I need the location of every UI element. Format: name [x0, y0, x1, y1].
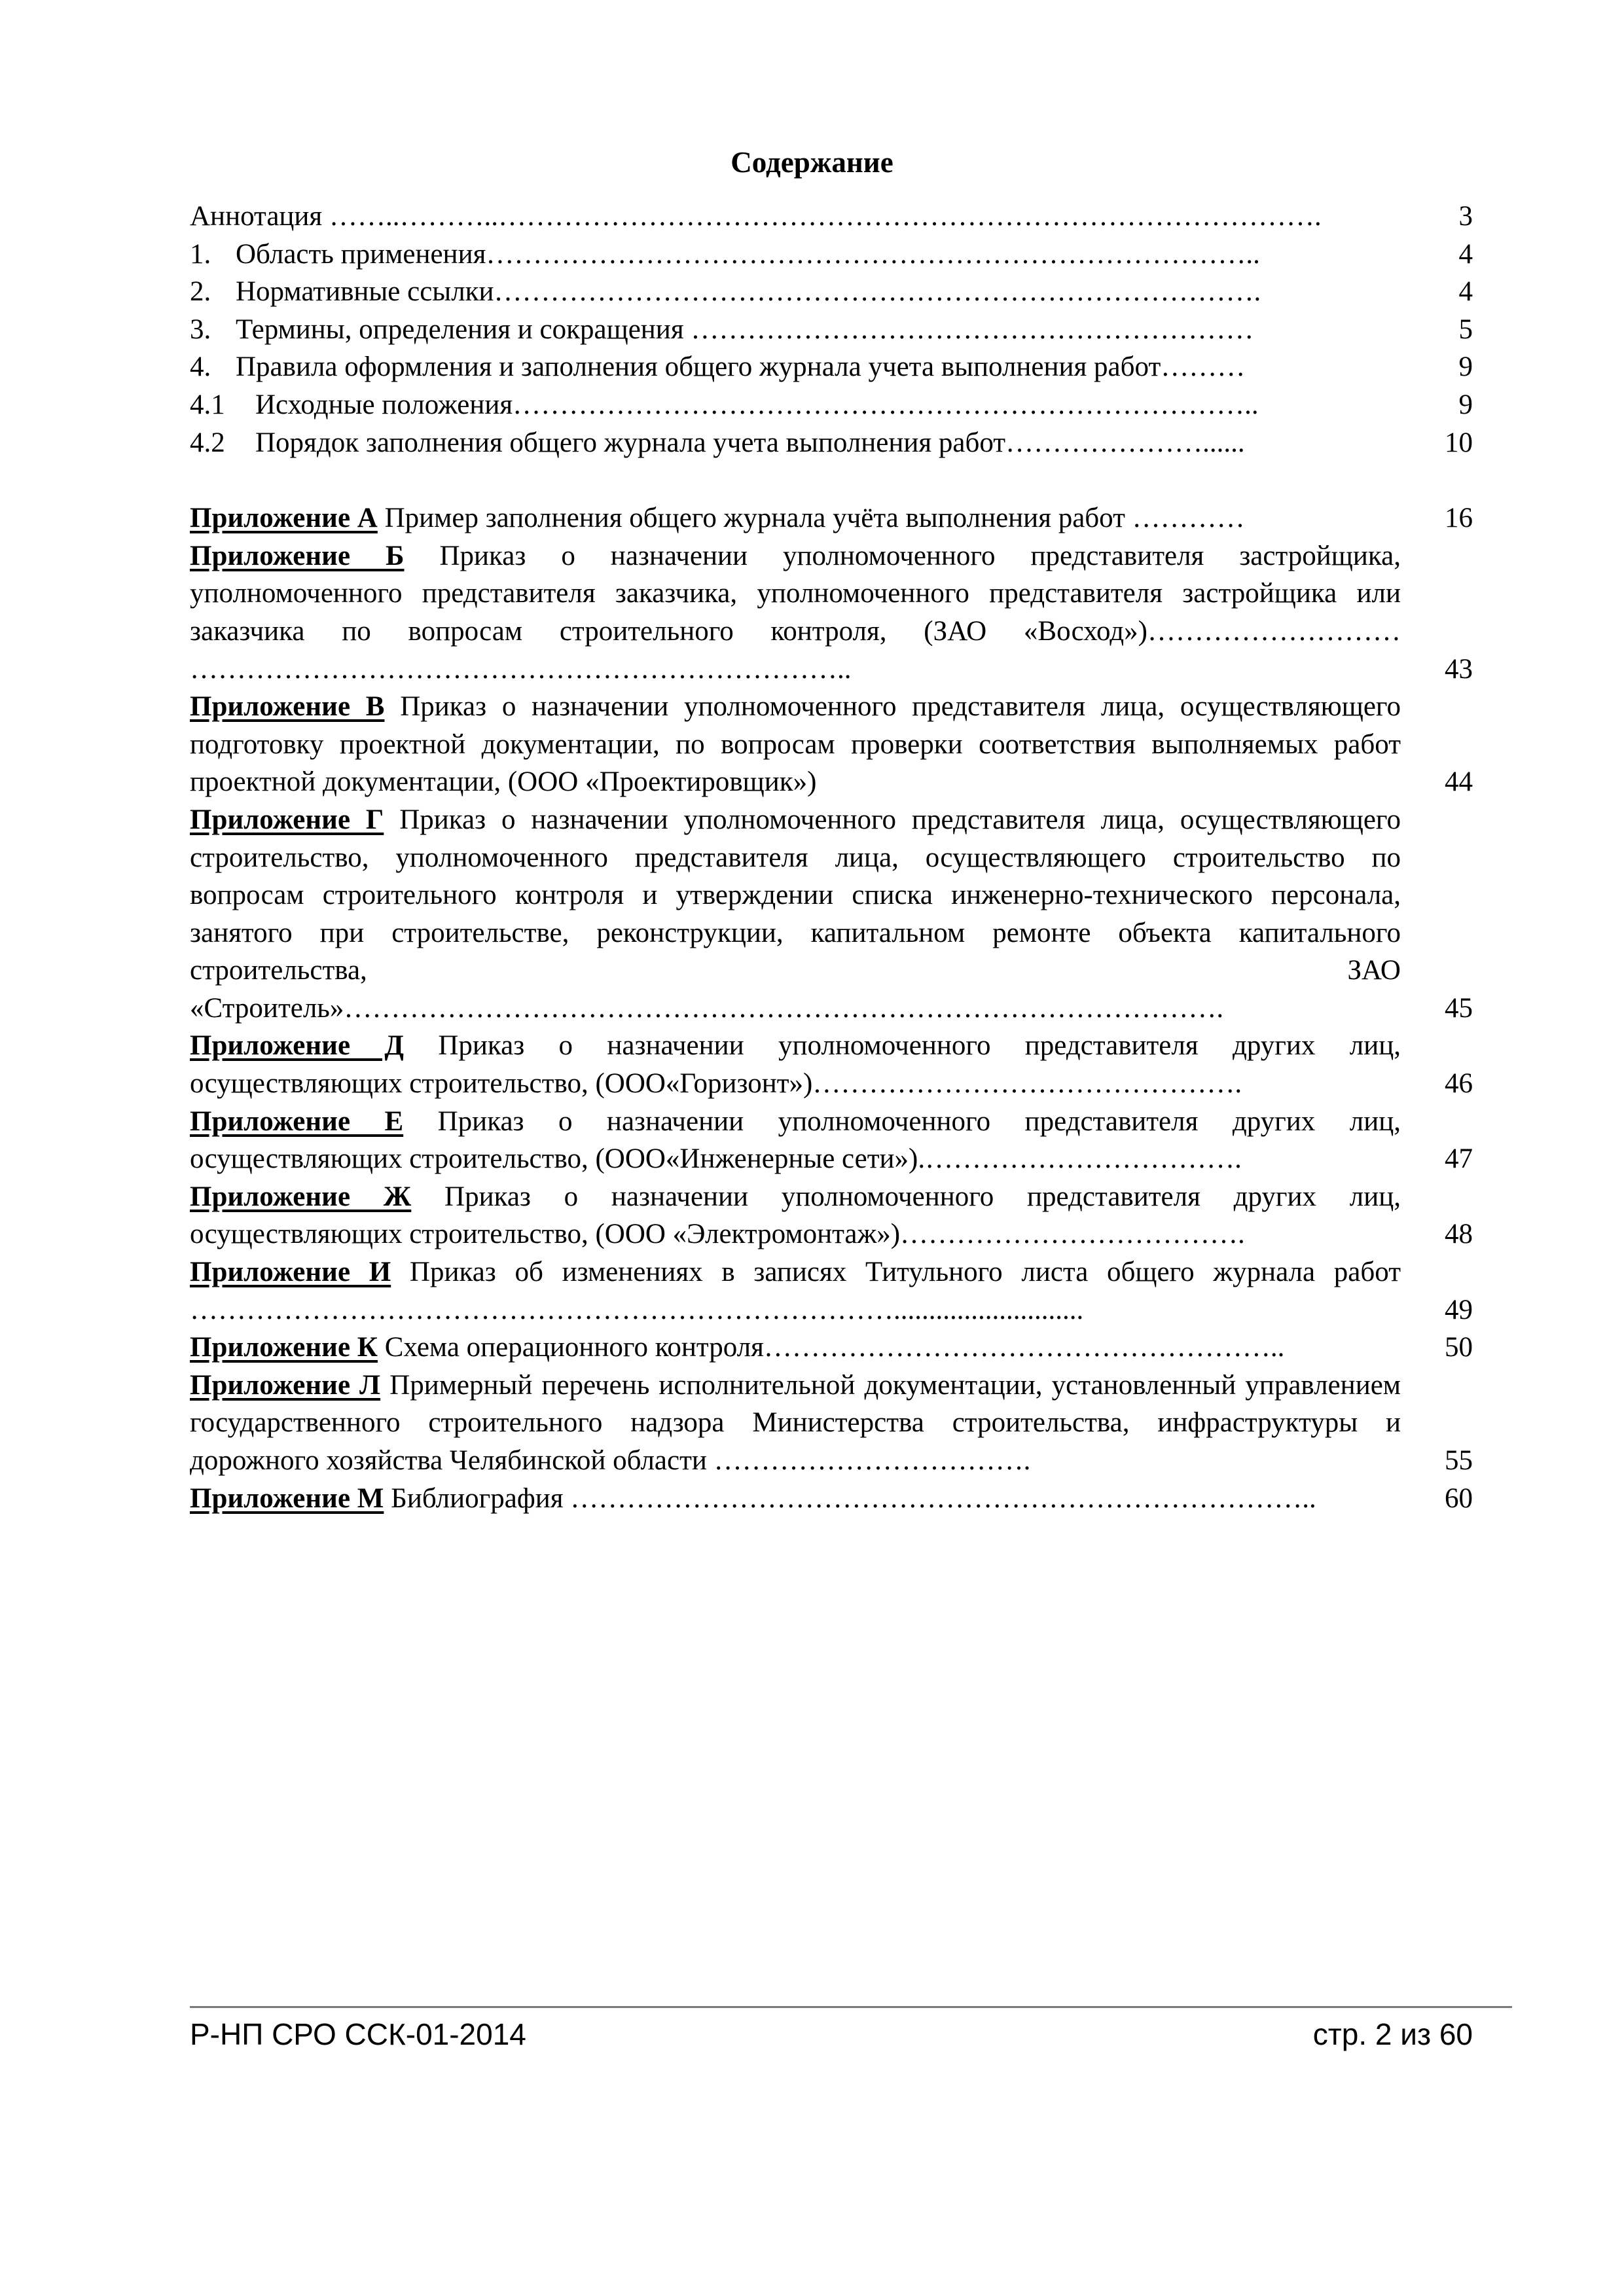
- appendix-entry-text: [190, 688, 1401, 801]
- appendix-name[interactable]: Приложение Г: [190, 804, 384, 835]
- appendix-entry-text: [190, 1329, 1401, 1367]
- appendix-entry-i[interactable]: [190, 1253, 1473, 1329]
- page-number: стр. 2 из 60: [1312, 2017, 1473, 2051]
- section-gap: [190, 461, 1473, 499]
- appendix-entry-text: [190, 1367, 1401, 1480]
- appendix-entry-text: [190, 1253, 1401, 1329]
- appendix-title: Приказ о назначении уполномоченного представителя других лиц, осуществляющих строительство, (ООО «Электромонтаж»)……………………………….: [190, 1181, 1401, 1250]
- toc-entry-initial-provisions[interactable]: [190, 386, 1473, 424]
- page-title: Содержание: [731, 146, 893, 179]
- page-footer: [190, 2015, 1473, 2054]
- appendix-title: Схема операционного контроля………………………………………………..: [377, 1332, 1285, 1363]
- appendix-entry-text: [190, 537, 1401, 688]
- table-of-contents: [190, 198, 1473, 1517]
- appendix-title: Примерный перечень исполнительной документации, установленный управлением государственного строительного надзора Министерства строительства, инфраструктуры и дорожного хозяйства Челябинской области …………………………….: [190, 1369, 1401, 1476]
- toc-entry-number: 2.: [190, 276, 211, 308]
- appendix-entry-page: 47: [1445, 1143, 1473, 1175]
- appendix-entry-e[interactable]: [190, 1103, 1473, 1178]
- appendix-title: Приказ о назначении уполномоченного представителя застройщика, уполномоченного представителя заказчика, уполномоченного представителя застройщика или заказчика по вопросам строительного контроля, (ЗАО «Восход»)……………………… ……………………………………………………………..: [190, 540, 1401, 685]
- toc-entry-terms[interactable]: [190, 311, 1473, 349]
- appendix-entry-text: [190, 801, 1401, 1028]
- appendix-name[interactable]: Приложение Ж: [190, 1181, 412, 1212]
- appendix-entry-g[interactable]: [190, 801, 1473, 1028]
- toc-entry-number: 1.: [190, 238, 211, 270]
- document-code: Р-НП СРО ССК-01-2014: [190, 2017, 526, 2051]
- toc-entry-text: Правила оформления и заполнения общего журнала учета выполнения работ………: [236, 351, 1246, 383]
- toc-entry-text: Порядок заполнения общего журнала учета выполнения работ…………………......: [255, 427, 1245, 458]
- appendix-entry-v[interactable]: [190, 688, 1473, 801]
- appendix-name[interactable]: Приложение К: [190, 1332, 378, 1363]
- appendix-name[interactable]: Приложение Б: [190, 540, 405, 571]
- appendix-entry-page: 45: [1445, 992, 1473, 1024]
- toc-entry-text: Исходные положения……………………………………………………………………..: [255, 389, 1259, 420]
- appendix-title: Приказ о назначении уполномоченного представителя других лиц, осуществляющих строительство, (ООО«Горизонт»)……………………………………….: [190, 1030, 1401, 1100]
- appendix-title: Пример заполнения общего журнала учёта выполнения работ …………: [377, 503, 1245, 534]
- appendix-title: Приказ о назначении уполномоченного представителя других лиц, осуществляющих строительство, (ООО«Инженерные сети»).…………………………….: [190, 1105, 1401, 1175]
- appendix-entry-text: [190, 1027, 1401, 1102]
- appendix-entry-d[interactable]: [190, 1027, 1473, 1102]
- appendix-entry-k[interactable]: [190, 1329, 1473, 1367]
- appendix-entry-text: [190, 499, 1401, 537]
- toc-entry-page: 9: [1458, 351, 1473, 383]
- toc-entry-number: 3.: [190, 314, 211, 345]
- appendix-entry-m[interactable]: [190, 1480, 1473, 1518]
- appendix-name[interactable]: Приложение Л: [190, 1369, 381, 1401]
- toc-entry-page: 4: [1458, 276, 1473, 308]
- appendix-entry-text: [190, 1178, 1401, 1253]
- toc-entry-annotation[interactable]: [190, 198, 1473, 236]
- appendix-entry-text: [190, 1480, 1401, 1518]
- appendix-name[interactable]: Приложение Е: [190, 1105, 404, 1137]
- toc-entry-text: Аннотация ……..………..…………………………………………………………………………….: [190, 201, 1322, 232]
- toc-entry-references[interactable]: [190, 273, 1473, 311]
- toc-entry-text: Нормативные ссылки……………………………………………………………………….: [236, 276, 1261, 308]
- appendix-entry-l[interactable]: [190, 1367, 1473, 1480]
- toc-entry-scope[interactable]: [190, 236, 1473, 274]
- appendix-entry-page: 60: [1445, 1482, 1473, 1514]
- toc-entry-page: 5: [1458, 314, 1473, 345]
- appendix-title: Приказ об изменениях в записях Титульного листа общего журнала работ …………………………………………………………………...........................: [190, 1257, 1401, 1325]
- appendix-name[interactable]: Приложение М: [190, 1482, 384, 1514]
- appendix-name[interactable]: Приложение В: [190, 691, 385, 723]
- appendix-entry-page: 49: [1445, 1294, 1473, 1325]
- toc-entry-page: 9: [1458, 389, 1473, 420]
- footer-divider: [190, 2006, 1512, 2008]
- appendix-name[interactable]: Приложение И: [190, 1257, 391, 1288]
- appendix-entry-page: 16: [1445, 503, 1473, 534]
- appendix-entry-a[interactable]: [190, 499, 1473, 537]
- toc-entry-number: 4.1: [190, 389, 225, 420]
- toc-entry-page: 10: [1445, 427, 1473, 458]
- toc-entry-rules[interactable]: [190, 348, 1473, 386]
- appendix-entry-text: [190, 1103, 1401, 1178]
- appendix-entry-page: 46: [1445, 1068, 1473, 1100]
- appendix-entry-page: 50: [1445, 1332, 1473, 1363]
- appendix-entry-page: 44: [1445, 766, 1473, 798]
- appendix-title: Библиография ……………………………………………………………………..: [384, 1482, 1316, 1514]
- toc-entry-text: Термины, определения и сокращения ……………………………………………………: [236, 314, 1254, 345]
- appendix-title: Приказ о назначении уполномоченного представителя лица, осуществляющего строительство, уполномоченного представителя лица, осуществляющего строительство по вопросам строительного контроля и утверждении списка инженерно-технического персонала, занятого при строительстве, реконструкции, капитальном ремонте объекта капитального строительства, ЗАО «Строитель»………………………………………………………………………………….: [190, 804, 1401, 1024]
- appendix-entry-zh[interactable]: [190, 1178, 1473, 1253]
- toc-entry-filling-procedure[interactable]: [190, 424, 1473, 462]
- appendix-name[interactable]: Приложение Д: [190, 1030, 404, 1062]
- appendix-title: Приказ о назначении уполномоченного представителя лица, осуществляющего подготовку проектной документации, по вопросам проверки соответствия выполняемых работ проектной документации, (ООО «Проектировщик»): [190, 691, 1401, 798]
- appendix-entry-page: 43: [1445, 653, 1473, 685]
- appendix-entry-page: 55: [1445, 1445, 1473, 1476]
- toc-entry-page: 3: [1458, 201, 1473, 232]
- toc-entry-number: 4.: [190, 351, 211, 383]
- toc-entry-number: 4.2: [190, 427, 225, 458]
- appendix-entry-page: 48: [1445, 1219, 1473, 1250]
- toc-entry-text: Область применения………………………………………………………………………..: [236, 238, 1260, 270]
- appendix-entry-b[interactable]: [190, 537, 1473, 688]
- toc-entry-page: 4: [1458, 238, 1473, 270]
- appendix-name[interactable]: Приложение А: [190, 503, 378, 534]
